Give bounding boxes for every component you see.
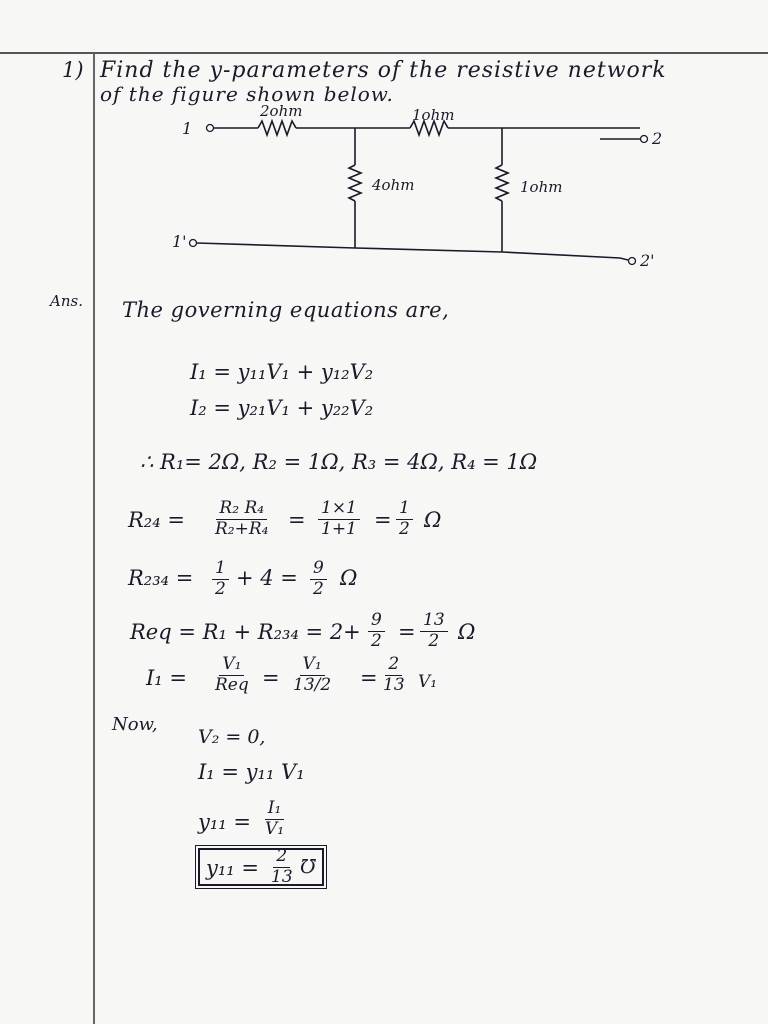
- i1-tail: V₁: [418, 672, 438, 692]
- label-r-series-1ohm: 1ohm: [412, 106, 455, 124]
- r24-fraction-3: $\frac{1}{2}$: [396, 500, 413, 539]
- y11-fraction: $\frac{\text{I₁}}{\text{V₁}}$: [265, 798, 285, 839]
- label-r-shunt-4ohm: 4ohm: [372, 176, 415, 194]
- i1-eq-2: =: [360, 666, 378, 690]
- r24-eq-2: =: [374, 508, 392, 532]
- question-number: 1): [62, 58, 84, 82]
- label-port-2-prime: 2': [640, 251, 655, 270]
- r234-fraction-1: $\frac{1}{2}$: [212, 560, 229, 599]
- i1-fraction-1: V₁ Req: [215, 654, 249, 695]
- req-eq: =: [398, 620, 416, 644]
- i1-lhs: I₁ =: [146, 666, 187, 690]
- resistor-shunt-4ohm: [349, 165, 361, 201]
- req-fraction-1: $\frac{9}{2}$: [368, 612, 385, 651]
- req-unit: Ω: [458, 620, 476, 644]
- i1-y11-equation: I₁ = y₁₁ V₁: [198, 760, 305, 784]
- question-line-2: of the figure shown below.: [100, 82, 394, 106]
- y11-lhs: y₁₁ =: [198, 810, 251, 834]
- resistor-values: ∴ R₁= 2Ω, R₂ = 1Ω, R₃ = 4Ω, R₄ = 1Ω: [140, 450, 538, 474]
- label-port-1-prime: 1': [172, 232, 187, 251]
- label-port-1: 1: [182, 119, 193, 138]
- label-r-2ohm: 2ohm: [260, 102, 303, 120]
- r24-unit: Ω: [424, 508, 442, 532]
- r234-fraction-2: $\frac{9}{2}$: [310, 560, 327, 599]
- final-lhs: y₁₁ =: [206, 856, 259, 880]
- r24-fraction-2: $\frac{1\times 1}{1+1}$: [318, 500, 360, 539]
- r24-fraction-1: $\frac{\text{R₂ R₄}}{\text{R₂+R₄}}$: [215, 498, 269, 539]
- answer-intro: The governing equations are,: [122, 298, 450, 322]
- label-port-2: 2: [652, 129, 663, 148]
- port-1-terminal: [207, 125, 214, 132]
- final-fraction: $\frac{2}{13}$: [271, 846, 293, 887]
- resistor-shunt-1ohm: [496, 165, 508, 201]
- port-1-prime-terminal: [190, 240, 197, 247]
- label-r-shunt-1ohm: 1ohm: [520, 178, 563, 196]
- i1-fraction-2: $\frac{\text{V₁}}{13/2}$: [293, 654, 332, 695]
- r24-lhs: R₂₄ =: [128, 508, 185, 532]
- r234-unit: Ω: [340, 566, 358, 590]
- governing-equation-2: I₂ = y₂₁V₁ + y₂₂V₂: [190, 396, 374, 420]
- req-fraction-2: $\frac{13}{2}$: [420, 612, 448, 651]
- r234-lhs: R₂₃₄ =: [128, 566, 194, 590]
- r24-eq-1: =: [288, 508, 306, 532]
- governing-equation-1: I₁ = y₁₁V₁ + y₁₂V₂: [190, 360, 374, 384]
- i1-fraction-3: $\frac{2}{13}$: [383, 654, 405, 695]
- v2-zero: V₂ = 0,: [198, 726, 266, 748]
- answer-label: Ans.: [50, 292, 83, 310]
- resistor-2ohm: [258, 121, 296, 135]
- i1-eq-1: =: [262, 666, 280, 690]
- port-2-prime-terminal: [629, 258, 636, 265]
- req-lhs: Req = R₁ + R₂₃₄ = 2+: [130, 620, 361, 644]
- port-2-terminal: [641, 136, 648, 143]
- now-label: Now,: [112, 714, 158, 735]
- question-line-1: Find the y-parameters of the resistive network: [100, 58, 667, 83]
- final-unit: ℧: [300, 856, 316, 878]
- r234-mid: + 4 =: [236, 566, 298, 590]
